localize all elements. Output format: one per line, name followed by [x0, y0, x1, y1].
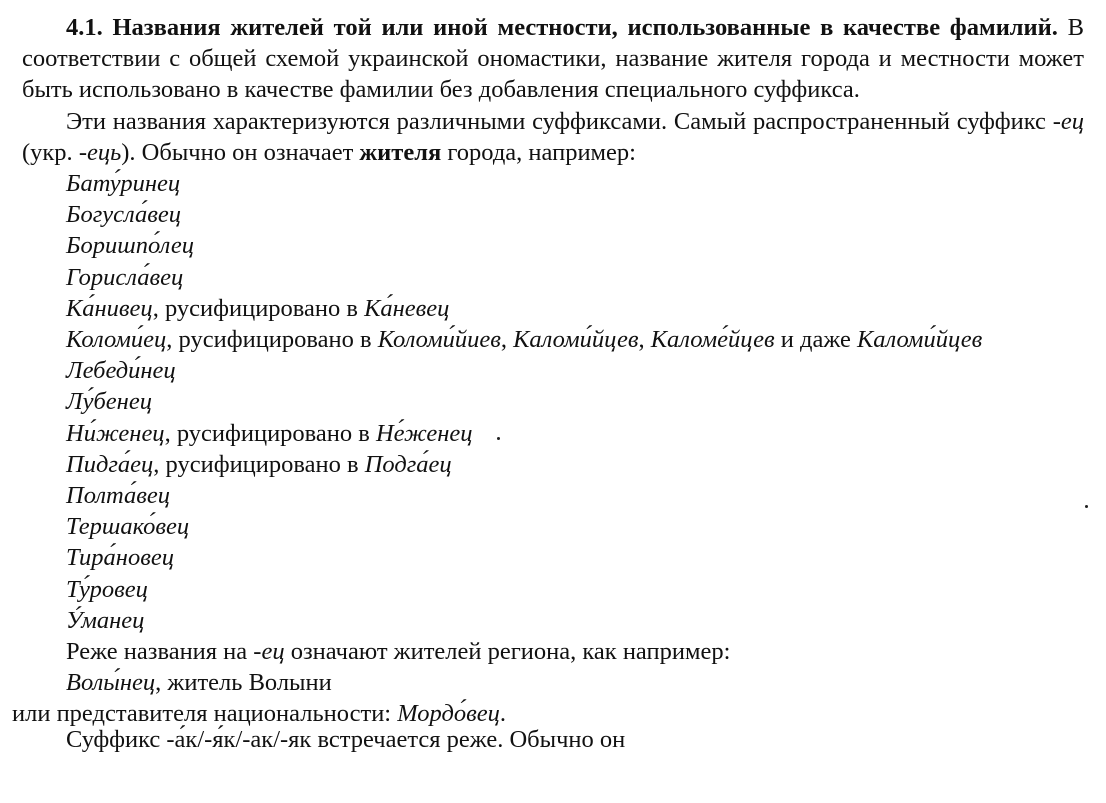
- example-line: [22, 605, 1084, 636]
- scan-speck: [1085, 505, 1088, 508]
- para2-text-d: города, например:: [441, 138, 636, 166]
- heading-paragraph: [22, 12, 1084, 106]
- example-alt: Каломи́йцев: [856, 326, 983, 354]
- para2-text-c: ). Обычно он означает: [121, 138, 360, 166]
- example-line: [22, 511, 1084, 542]
- example-rusified: Ка́невец: [364, 294, 450, 322]
- cut-off-line: [22, 724, 1084, 755]
- example-name: У́манец: [66, 606, 145, 634]
- section-number: 4.1.: [66, 14, 103, 41]
- suffix-uk: -ець: [78, 138, 122, 166]
- example-line: [22, 230, 1084, 261]
- para3-text-b: означают жителей региона, как например:: [284, 638, 731, 666]
- section-intro: В соответствии с общей схемой украинской ономастики, название жителя города и местности может быть использовано в качестве фамилии без добавления специального суффикса.: [22, 14, 1085, 104]
- para2-text-a: Эти названия характеризуются различными суффиксами. Самый распространенный суффикс: [66, 107, 1053, 135]
- para2-text-b: (укр.: [22, 138, 79, 166]
- example-alt: Каломе́йцев: [650, 326, 775, 354]
- example-name: Ка́нивец: [66, 294, 153, 322]
- example-line: [22, 480, 1084, 511]
- rusified-phrase: , русифицировано в: [153, 450, 365, 478]
- volyn-rest: , житель Волыни: [155, 669, 332, 697]
- example-line: [22, 168, 1084, 199]
- example-alt: Каломи́йцев: [513, 326, 639, 354]
- nationality-end: .: [499, 700, 507, 728]
- example-name: Боришпо́лец: [66, 232, 195, 260]
- example-line: [22, 418, 1084, 449]
- example-rusified: Не́женец: [375, 419, 473, 447]
- rusified-phrase: , русифицировано в: [166, 326, 378, 354]
- example-line: [22, 262, 1084, 293]
- example-name: Бату́ринец: [66, 170, 181, 198]
- volyn-line: [22, 667, 1084, 698]
- example-name: Коломи́ец: [66, 326, 167, 354]
- example-name: Тира́новец: [66, 544, 174, 572]
- para2-bold-word: жителя: [359, 138, 442, 166]
- example-line: [22, 542, 1084, 573]
- example-name: Лу́бенец: [66, 388, 152, 416]
- comma-sep: ,: [638, 326, 651, 354]
- example-name: Ни́женец: [66, 419, 165, 447]
- nationality-name: Мордо́вец: [397, 700, 500, 728]
- example-name: Лебеди́нец: [66, 357, 176, 385]
- suffix-paragraph: [22, 106, 1084, 168]
- para3-suffix: -ец: [253, 638, 285, 666]
- example-line: [22, 574, 1084, 605]
- example-line-long: [22, 324, 1084, 355]
- example-rusified: Коломи́йиев: [377, 326, 501, 354]
- scan-speck: [497, 437, 500, 440]
- rusified-phrase: , русифицировано в: [164, 419, 376, 447]
- example-line: [22, 355, 1084, 386]
- example-name: Ту́ровец: [66, 575, 148, 603]
- region-paragraph: [22, 636, 1084, 667]
- example-name: Горисла́вец: [66, 263, 184, 291]
- rusified-phrase: , русифицировано в: [152, 294, 365, 322]
- example-name: Тершако́вец: [66, 513, 190, 541]
- para3-text-a: Реже названия на: [66, 638, 254, 666]
- section-title: Названия жителей той или иной местности, использованные в качестве фамилий.: [112, 14, 1058, 41]
- nationality-text: или представителя национальности:: [12, 700, 398, 728]
- example-rusified: Подга́ец: [364, 450, 452, 478]
- example-line: [22, 449, 1084, 480]
- volyn-name: Волы́нец: [66, 669, 156, 697]
- example-line: [22, 386, 1084, 417]
- example-name: Пидга́ец: [66, 450, 154, 478]
- example-name: Богусла́вец: [66, 201, 181, 229]
- comma-sep: ,: [500, 326, 514, 354]
- example-name: Полта́вец: [66, 482, 171, 510]
- example-line: [22, 199, 1084, 230]
- example-line: [22, 293, 1084, 324]
- suffix-ru: -ец: [1052, 107, 1084, 135]
- cut-off-text: Суффикс -а́к/-я́к/-ак/-як встречается реже. Обычно он: [66, 725, 626, 753]
- and-even-phrase: и даже: [774, 326, 857, 354]
